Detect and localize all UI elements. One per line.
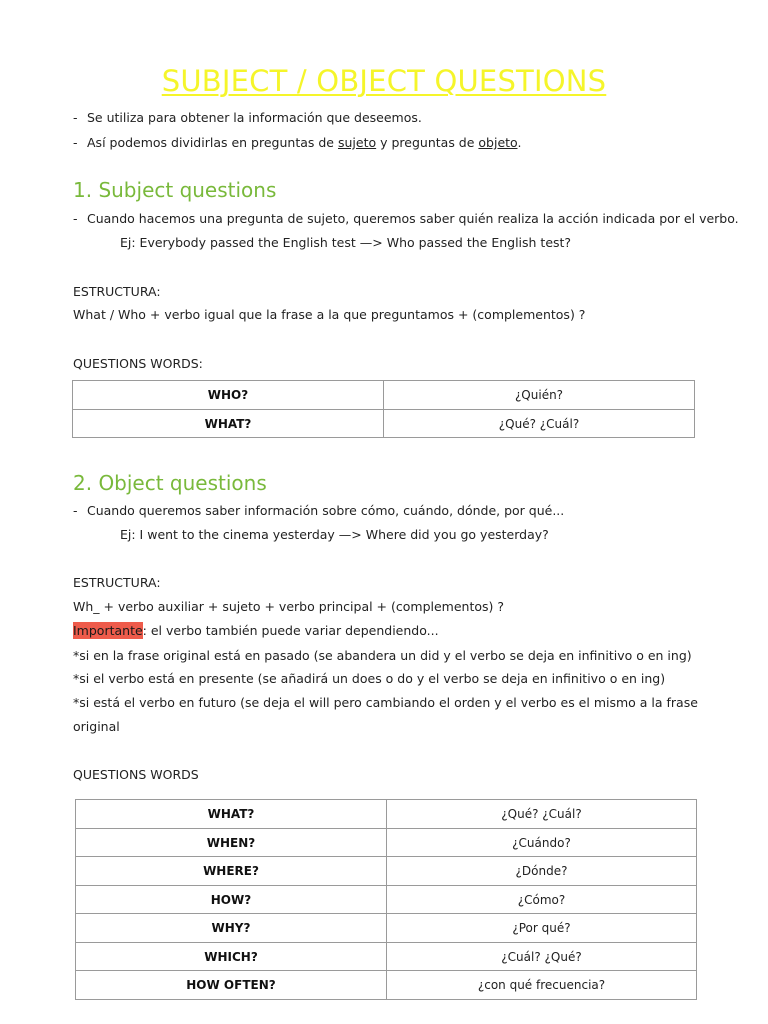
table-row [76, 800, 697, 829]
question-word-en: WHO? [73, 381, 384, 410]
table-row [76, 829, 697, 857]
question-word-es: ¿Por qué? [387, 914, 697, 943]
question-word-es: ¿Dónde? [387, 857, 697, 886]
object-estructura: Wh_ + verbo auxiliar + sujeto + verbo principal + (complementos) ? [73, 599, 505, 614]
intro-text-2-end: . [517, 135, 522, 150]
question-word-en: WHERE? [76, 857, 387, 886]
table-row [76, 943, 697, 971]
intro-sujeto: sujeto [337, 135, 377, 150]
object-bullet [73, 503, 564, 519]
question-word-en: WHAT? [76, 800, 387, 829]
object-words-label: QUESTIONS WORDS [73, 767, 199, 782]
intro-objeto: objeto [478, 135, 518, 150]
intro-text-1: Se utiliza para obtener la información que deseemos. [87, 110, 422, 125]
question-word-es: ¿Quién? [384, 381, 695, 410]
subject-bullet [73, 211, 739, 227]
bullet-marker: - [73, 110, 78, 125]
note-presente: *si el verbo está en presente (se añadirá un does o do y el verbo se deja en infinitivo o en ing) [73, 671, 666, 686]
question-word-en: WHY? [76, 914, 387, 943]
question-word-en: WHICH? [76, 943, 387, 971]
subject-bullet-text: Cuando hacemos una pregunta de sujeto, queremos saber quién realiza la acción indicada por el verbo. [87, 211, 739, 226]
bullet-marker: - [73, 135, 78, 150]
question-word-en: WHAT? [73, 410, 384, 438]
table-row [76, 886, 697, 914]
table-row [73, 381, 695, 410]
question-word-es: ¿con qué frecuencia? [387, 971, 697, 1000]
bullet-marker: - [73, 503, 78, 518]
bullet-marker: - [73, 211, 78, 226]
object-bullet-text: Cuando queremos saber información sobre cómo, cuándo, dónde, por qué... [87, 503, 565, 518]
object-example: Ej: I went to the cinema yesterday —> Where did you go yesterday? [120, 527, 549, 542]
object-estructura-label: ESTRUCTURA: [73, 575, 161, 590]
note-futuro-cont: original [73, 719, 120, 734]
intro-text-2-mid: y preguntas de [376, 135, 479, 150]
importante-highlight: Importante [73, 623, 143, 638]
note-futuro: *si está el verbo en futuro (se deja el will pero cambiando el orden y el verbo es el mismo a la frase [73, 695, 698, 710]
subject-estructura: What / Who + verbo igual que la frase a la que preguntamos + (complementos) ? [73, 307, 586, 322]
importante-text: : el verbo también puede variar dependiendo... [142, 623, 439, 638]
question-word-es: ¿Qué? ¿Cuál? [387, 800, 697, 829]
intro-bullet-1 [73, 110, 422, 126]
subject-heading: 1. Subject questions [73, 178, 277, 202]
table-row [76, 971, 697, 1000]
table-row [73, 410, 695, 438]
question-word-en: HOW OFTEN? [76, 971, 387, 1000]
subject-words-label: QUESTIONS WORDS: [73, 356, 203, 371]
subject-example: Ej: Everybody passed the English test —> Who passed the English test? [120, 235, 572, 250]
question-word-es: ¿Cuándo? [387, 829, 697, 857]
intro-text-2-pre: Así podemos dividirlas en preguntas de [87, 135, 338, 150]
importante-line [73, 623, 439, 639]
object-words-table [75, 799, 697, 1000]
table-row [76, 914, 697, 943]
intro-bullet-2 [73, 135, 521, 151]
table-row [76, 857, 697, 886]
question-word-es: ¿Cómo? [387, 886, 697, 914]
question-word-es: ¿Cuál? ¿Qué? [387, 943, 697, 971]
page-title: SUBJECT / OBJECT QUESTIONS [161, 64, 607, 98]
object-heading: 2. Object questions [73, 471, 267, 495]
question-word-en: HOW? [76, 886, 387, 914]
subject-estructura-label: ESTRUCTURA: [73, 284, 161, 299]
subject-words-table [72, 380, 695, 438]
question-word-es: ¿Qué? ¿Cuál? [384, 410, 695, 438]
note-pasado: *si en la frase original está en pasado (se abandera un did y el verbo se deja en infinitivo o en ing) [73, 648, 692, 663]
question-word-en: WHEN? [76, 829, 387, 857]
